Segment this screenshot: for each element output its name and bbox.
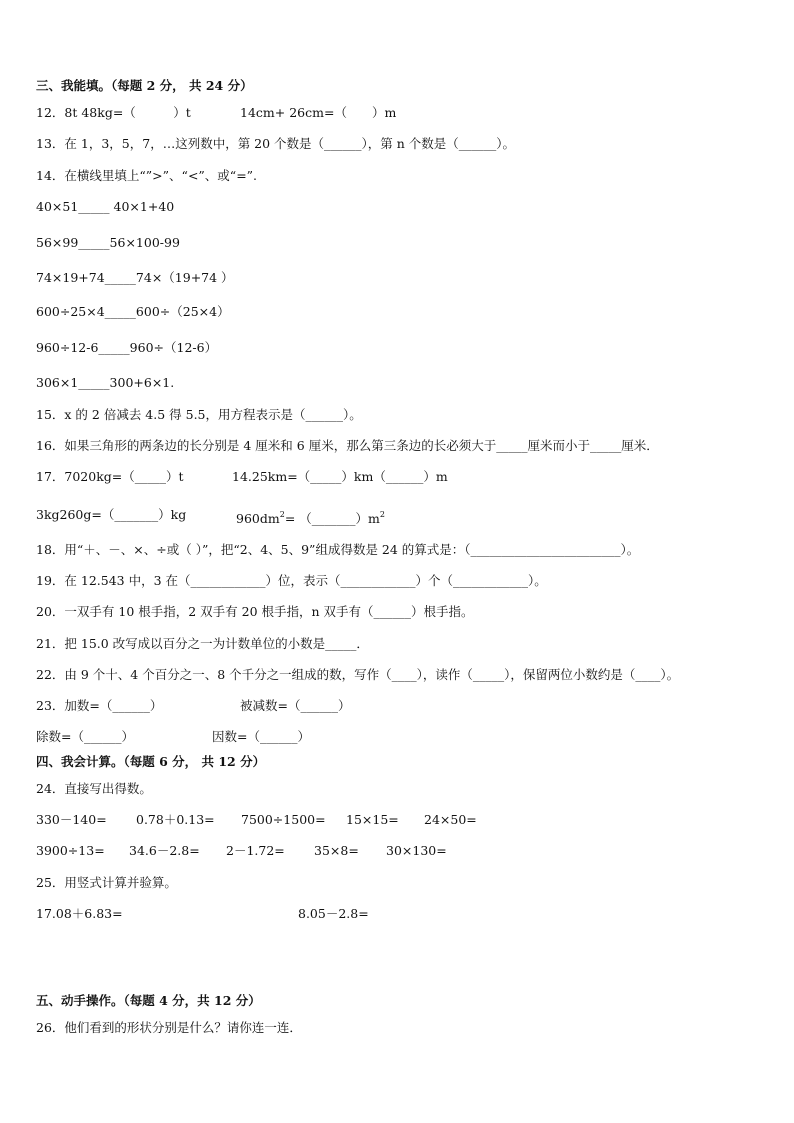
question-17-part-d-superscript: 2 — [279, 510, 285, 519]
calc-item: 7500÷1500= — [241, 812, 326, 827]
question-20: 20．一双手有 10 根手指，2 双手有 20 根手指，n 双手有（______）根手指。 — [36, 604, 474, 619]
question-14-item-5: 960÷12-6_____960÷（12-6） — [36, 340, 218, 355]
question-25-part-a: 17.08＋6.83= — [36, 906, 123, 921]
question-17-part-d-superscript-2: 2 — [379, 510, 385, 519]
question-12-part-a: 12．8t 48kg=（ ）t — [36, 105, 191, 120]
question-17-part-d — [236, 507, 385, 527]
question-14-stem: 14．在横线里填上“”>”、“<”、或“=”. — [36, 168, 258, 183]
question-17-part-b: 14.25km=（_____）km（______）m — [232, 469, 448, 484]
question-14-item-6: 306×1_____300+6×1. — [36, 375, 175, 390]
calc-item: 24×50= — [424, 812, 477, 827]
question-23-row-1 — [36, 698, 351, 714]
calc-item: 15×15= — [346, 812, 399, 827]
question-17-row-2 — [36, 507, 385, 526]
question-14-item-4: 600÷25×4_____600÷（25×4） — [36, 304, 230, 319]
question-14-item-2: 56×99_____56×100-99 — [36, 235, 180, 250]
question-12 — [36, 105, 397, 121]
section-3-heading: 三、我能填。（每题 2 分， 共 24 分） — [36, 78, 253, 93]
question-17-part-d-suffix: = （_______）m — [284, 511, 380, 526]
question-17-part-c: 3kg260g=（_______）kg — [36, 507, 187, 522]
section-4-heading: 四、我会计算。（每题 6 分， 共 12 分） — [36, 754, 266, 769]
question-21: 21．把 15.0 改写成以百分之一为计数单位的小数是_____． — [36, 636, 369, 651]
calc-item: 3900÷13= — [36, 843, 105, 858]
question-22: 22．由 9 个十、4 个百分之一、8 个千分之一组成的数，写作（____），读作（_____），保留两位小数约是（____）。 — [36, 667, 680, 682]
question-26: 26．他们看到的形状分别是什么？请你连一连． — [36, 1020, 302, 1035]
calc-item: 2－1.72= — [226, 843, 285, 858]
calc-item: 0.78＋0.13= — [136, 812, 215, 827]
question-23-part-b: 被减数=（______） — [240, 698, 351, 713]
question-18: 18．用“＋、－、×、÷或（ ）”，把“2、4、5、9”组成得数是 24 的算式是：（________________________）。 — [36, 542, 640, 557]
question-12-part-b: 14cm+ 26cm=（ ）m — [240, 105, 397, 120]
question-17-row-1 — [36, 469, 448, 485]
question-13: 13．在 1，3，5，7，…这列数中，第 20 个数是（______），第 n 个数是（______）。 — [36, 136, 516, 151]
question-23-row-2 — [36, 729, 310, 745]
question-23-part-c: 除数=（______） — [36, 729, 134, 744]
calc-item: 30×130= — [386, 843, 447, 858]
question-25-stem: 25．用竖式计算并验算。 — [36, 875, 177, 890]
calc-item: 35×8= — [314, 843, 359, 858]
question-15: 15．x 的 2 倍减去 4.5 得 5.5，用方程表示是（______）。 — [36, 407, 362, 422]
question-23-part-a: 23．加数=（______） — [36, 698, 163, 713]
question-14-item-1: 40×51_____ 40×1+40 — [36, 199, 175, 214]
question-17-part-d-prefix: 960dm — [236, 511, 280, 526]
section-5-heading: 五、动手操作。（每题 4 分，共 12 分） — [36, 993, 261, 1008]
question-14-item-3: 74×19+74_____74×（19+74 ） — [36, 270, 234, 285]
question-25-part-b: 8.05－2.8= — [298, 906, 369, 921]
question-19: 19．在 12.543 中，3 在（____________）位，表示（____________）个（____________）。 — [36, 573, 547, 588]
question-17-part-a: 17．7020kg=（_____）t — [36, 469, 184, 484]
calc-item: 34.6－2.8= — [129, 843, 200, 858]
question-23-part-d: 因数=（______） — [212, 729, 310, 744]
calc-item: 330－140= — [36, 812, 107, 827]
question-24-stem: 24．直接写出得数。 — [36, 781, 152, 796]
question-16: 16．如果三角形的两条边的长分别是 4 厘米和 6 厘米，那么第三条边的长必须大于_____厘米而小于_____厘米． — [36, 438, 659, 453]
